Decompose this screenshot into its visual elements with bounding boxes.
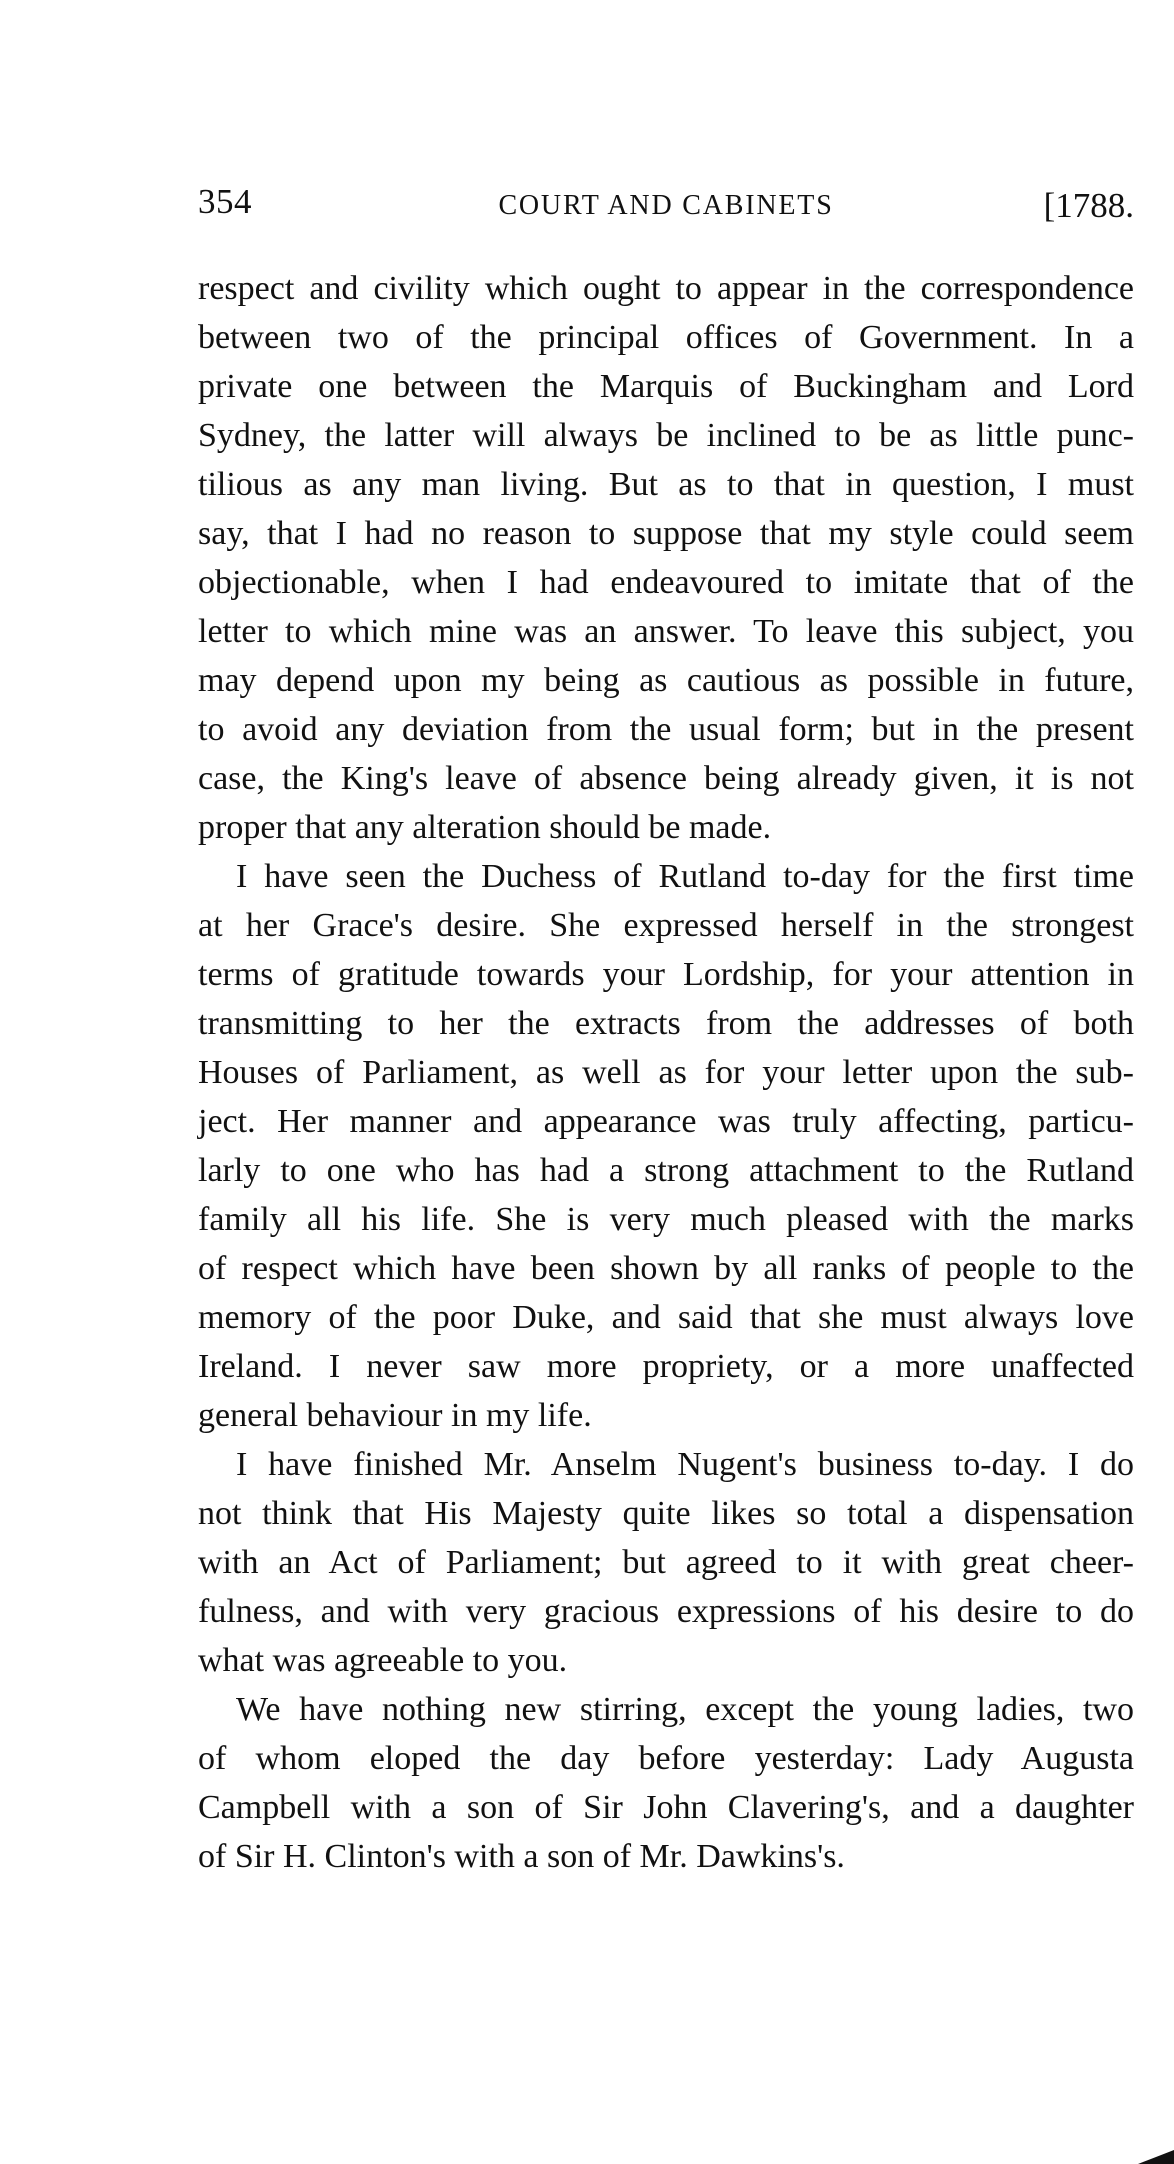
text-line: I have finished Mr. Anselm Nugent's business to-day. I do [236,1446,1134,1483]
text-line: ject. Her manner and appearance was truly affecting, particu- [198,1103,1134,1140]
paragraph-3 [198,1440,1134,1685]
text-line: case, the King's leave of absence being already given, it is not [198,760,1134,797]
text-line: at her Grace's desire. She expressed herself in the strongest [198,907,1134,944]
text-line: may depend upon my being as cautious as possible in future, [198,662,1134,699]
text-line: Sydney, the latter will always be inclined to be as little punc- [198,417,1134,454]
text-line: terms of gratitude towards your Lordship, for your attention in [198,956,1134,993]
text-line: between two of the principal offices of Government. In a [198,319,1134,356]
text-line: proper that any alteration should be made. [198,809,772,846]
text-line: letter to which mine was an answer. To leave this subject, you [198,613,1134,650]
text-line: Ireland. I never saw more propriety, or a more unaffected [198,1348,1134,1385]
text-line: of whom eloped the day before yesterday: Lady Augusta [198,1740,1134,1777]
paragraph-1 [198,264,1134,852]
text-line: private one between the Marquis of Buckingham and Lord [198,368,1134,405]
text-line: objectionable, when I had endeavoured to imitate that of the [198,564,1134,601]
text-line: to avoid any deviation from the usual form; but in the present [198,711,1134,748]
text-line: what was agreeable to you. [198,1642,568,1679]
text-line: general behaviour in my life. [198,1397,592,1434]
paragraph-2 [198,852,1134,1440]
paragraph-4 [198,1685,1134,1881]
text-line: with an Act of Parliament; but agreed to it with great cheer- [198,1544,1134,1581]
text-line: respect and civility which ought to appear in the correspondence [198,270,1134,307]
text-line: family all his life. She is very much pleased with the marks [198,1201,1134,1238]
text-line: I have seen the Duchess of Rutland to-day for the first time [236,858,1134,895]
running-year: [1788. [1043,186,1134,225]
running-title: COURT AND CABINETS [498,190,834,221]
text-line: not think that His Majesty quite likes so total a dispensation [198,1495,1134,1532]
text-line: Campbell with a son of Sir John Clavering's, and a daughter [198,1789,1134,1826]
text-line: say, that I had no reason to suppose that my style could seem [198,515,1134,552]
text-line: of Sir H. Clinton's with a son of Mr. Dawkins's. [198,1838,845,1875]
text-line: We have nothing new stirring, except the young ladies, two [236,1691,1134,1728]
scan-corner-mark [1134,2142,1174,2164]
text-line: memory of the poor Duke, and said that she must always love [198,1299,1134,1336]
text-line: transmitting to her the extracts from the addresses of both [198,1005,1134,1042]
text-line: of respect which have been shown by all ranks of people to the [198,1250,1134,1287]
text-line: fulness, and with very gracious expressions of his desire to do [198,1593,1134,1630]
body-text [198,264,1134,1881]
text-line: Houses of Parliament, as well as for your letter upon the sub- [198,1054,1134,1091]
text-line: larly to one who has had a strong attachment to the Rutland [198,1152,1134,1189]
running-head [198,182,1134,232]
page-number: 354 [198,182,252,221]
text-line: tilious as any man living. But as to that in question, I must [198,466,1134,503]
